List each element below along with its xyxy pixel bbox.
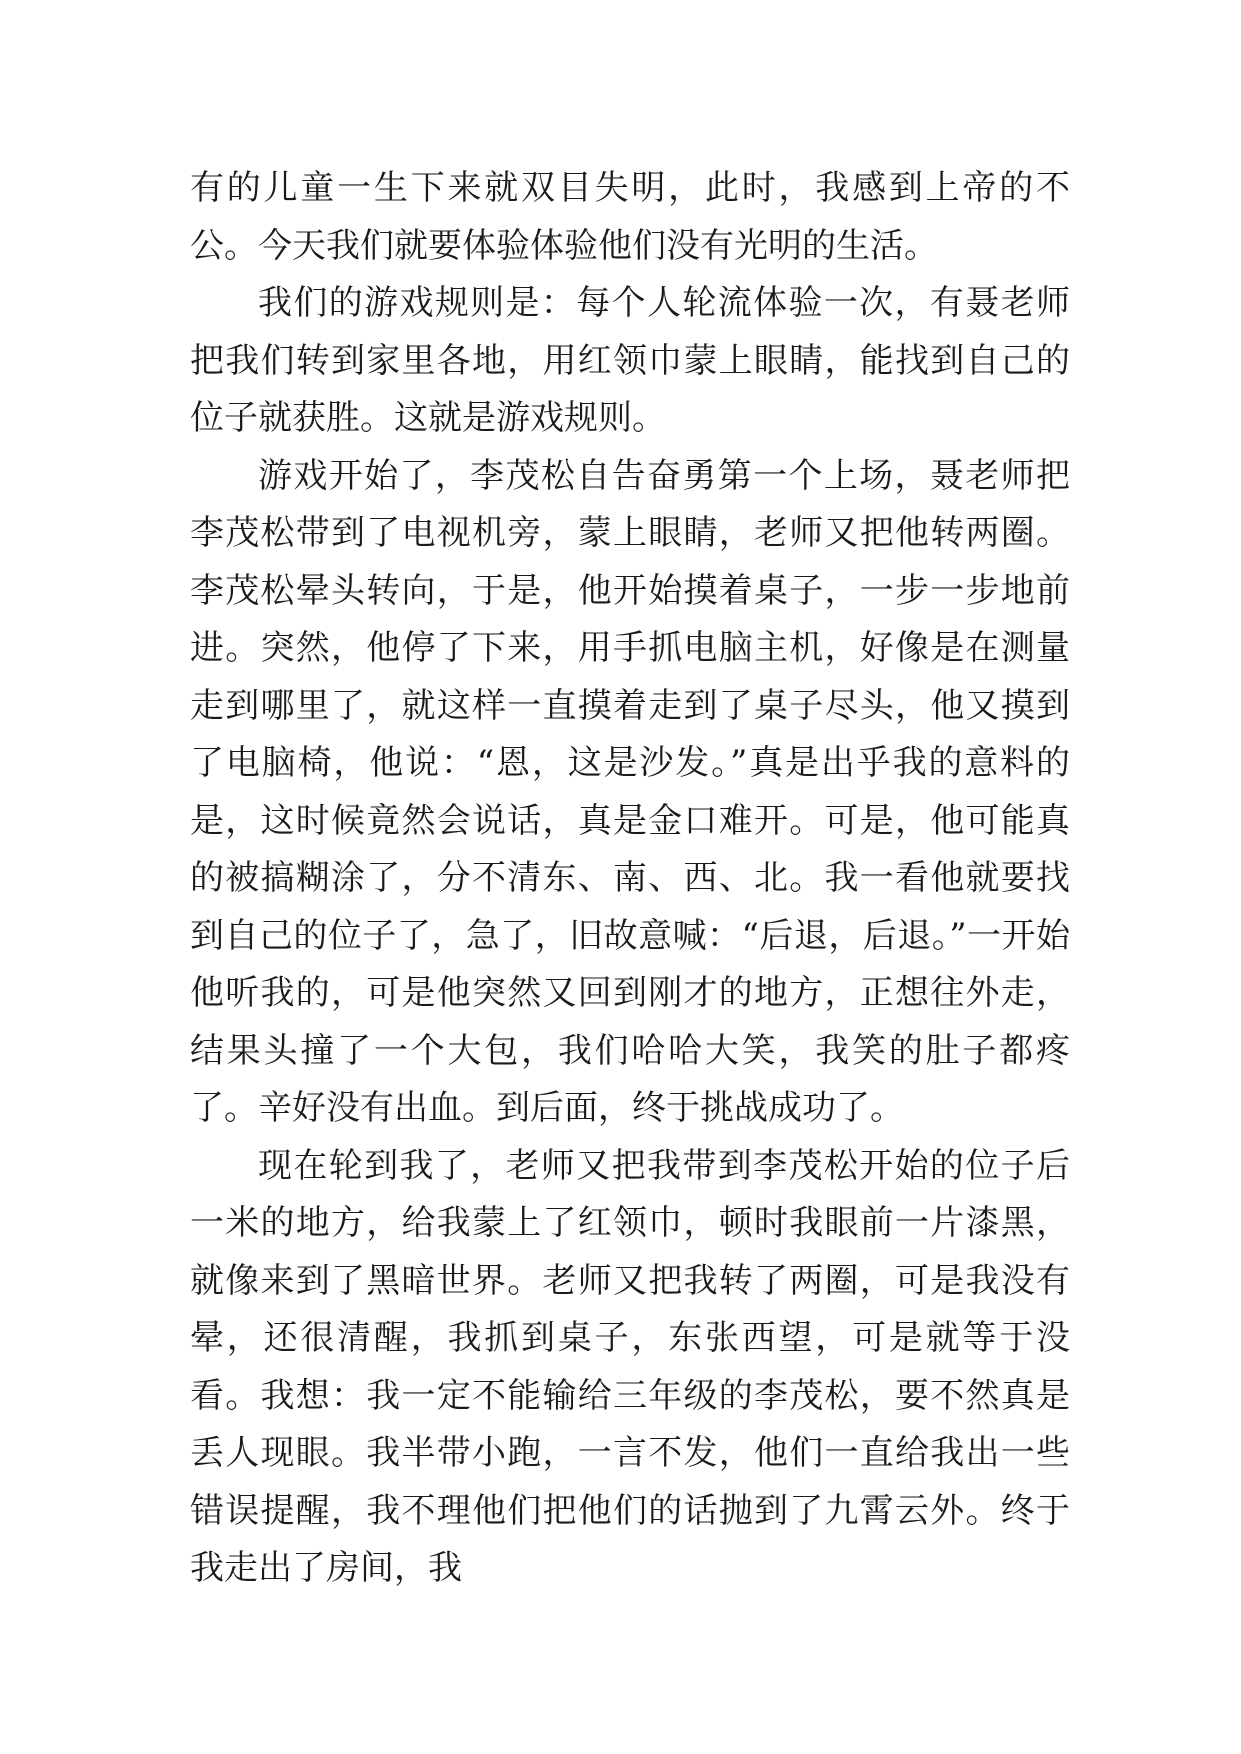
paragraph-1: 有的儿童一生下来就双目失明，此时，我感到上帝的不公。今天我们就要体验体验他们没有光明的生活。 <box>190 168 1070 266</box>
paragraph-4: 现在轮到我了，老师又把我带到李茂松开始的位子后一米的地方，给我蒙上了红领巾，顿时我眼前一片漆黑，就像来到了黑暗世界。老师又把我转了两圈，可是我没有晕，还很清醒，我抓到桌子，东张西望，可是就等于没看。我想：我一定不能输给三年级的李茂松，要不然真是丢人现眼。我半带小跑，一言不发，他们一直给我出一些错误提醒，我不理他们把他们的话抛到了九霄云外。终于我走出了房间，我 <box>190 1145 1070 1588</box>
body-text <box>190 160 1070 1598</box>
paragraph-2: 我们的游戏规则是：每个人轮流体验一次，有聂老师把我们转到家里各地，用红领巾蒙上眼睛，能找到自己的位子就获胜。这就是游戏规则。 <box>190 283 1070 438</box>
paragraph-3: 游戏开始了，李茂松自告奋勇第一个上场，聂老师把李茂松带到了电视机旁，蒙上眼睛，老师又把他转两圈。李茂松晕头转向，于是，他开始摸着桌子，一步一步地前进。突然，他停了下来，用手抓电脑主机，好像是在测量走到哪里了，就这样一直摸着走到了桌子尽头，他又摸到了电脑椅，他说：“恩，这是沙发。”真是出乎我的意料的是，这时候竟然会说话，真是金口难开。可是，他可能真的被搞糊涂了，分不清东、南、西、北。我一看他就要找到自己的位子了，急了，旧故意喊：“后退，后退。”一开始他听我的，可是他突然又回到刚才的地方，正想往外走，结果头撞了一个大包，我们哈哈大笑，我笑的肚子都疼了。辛好没有出血。到后面，终于挑战成功了。 <box>190 455 1070 1128</box>
